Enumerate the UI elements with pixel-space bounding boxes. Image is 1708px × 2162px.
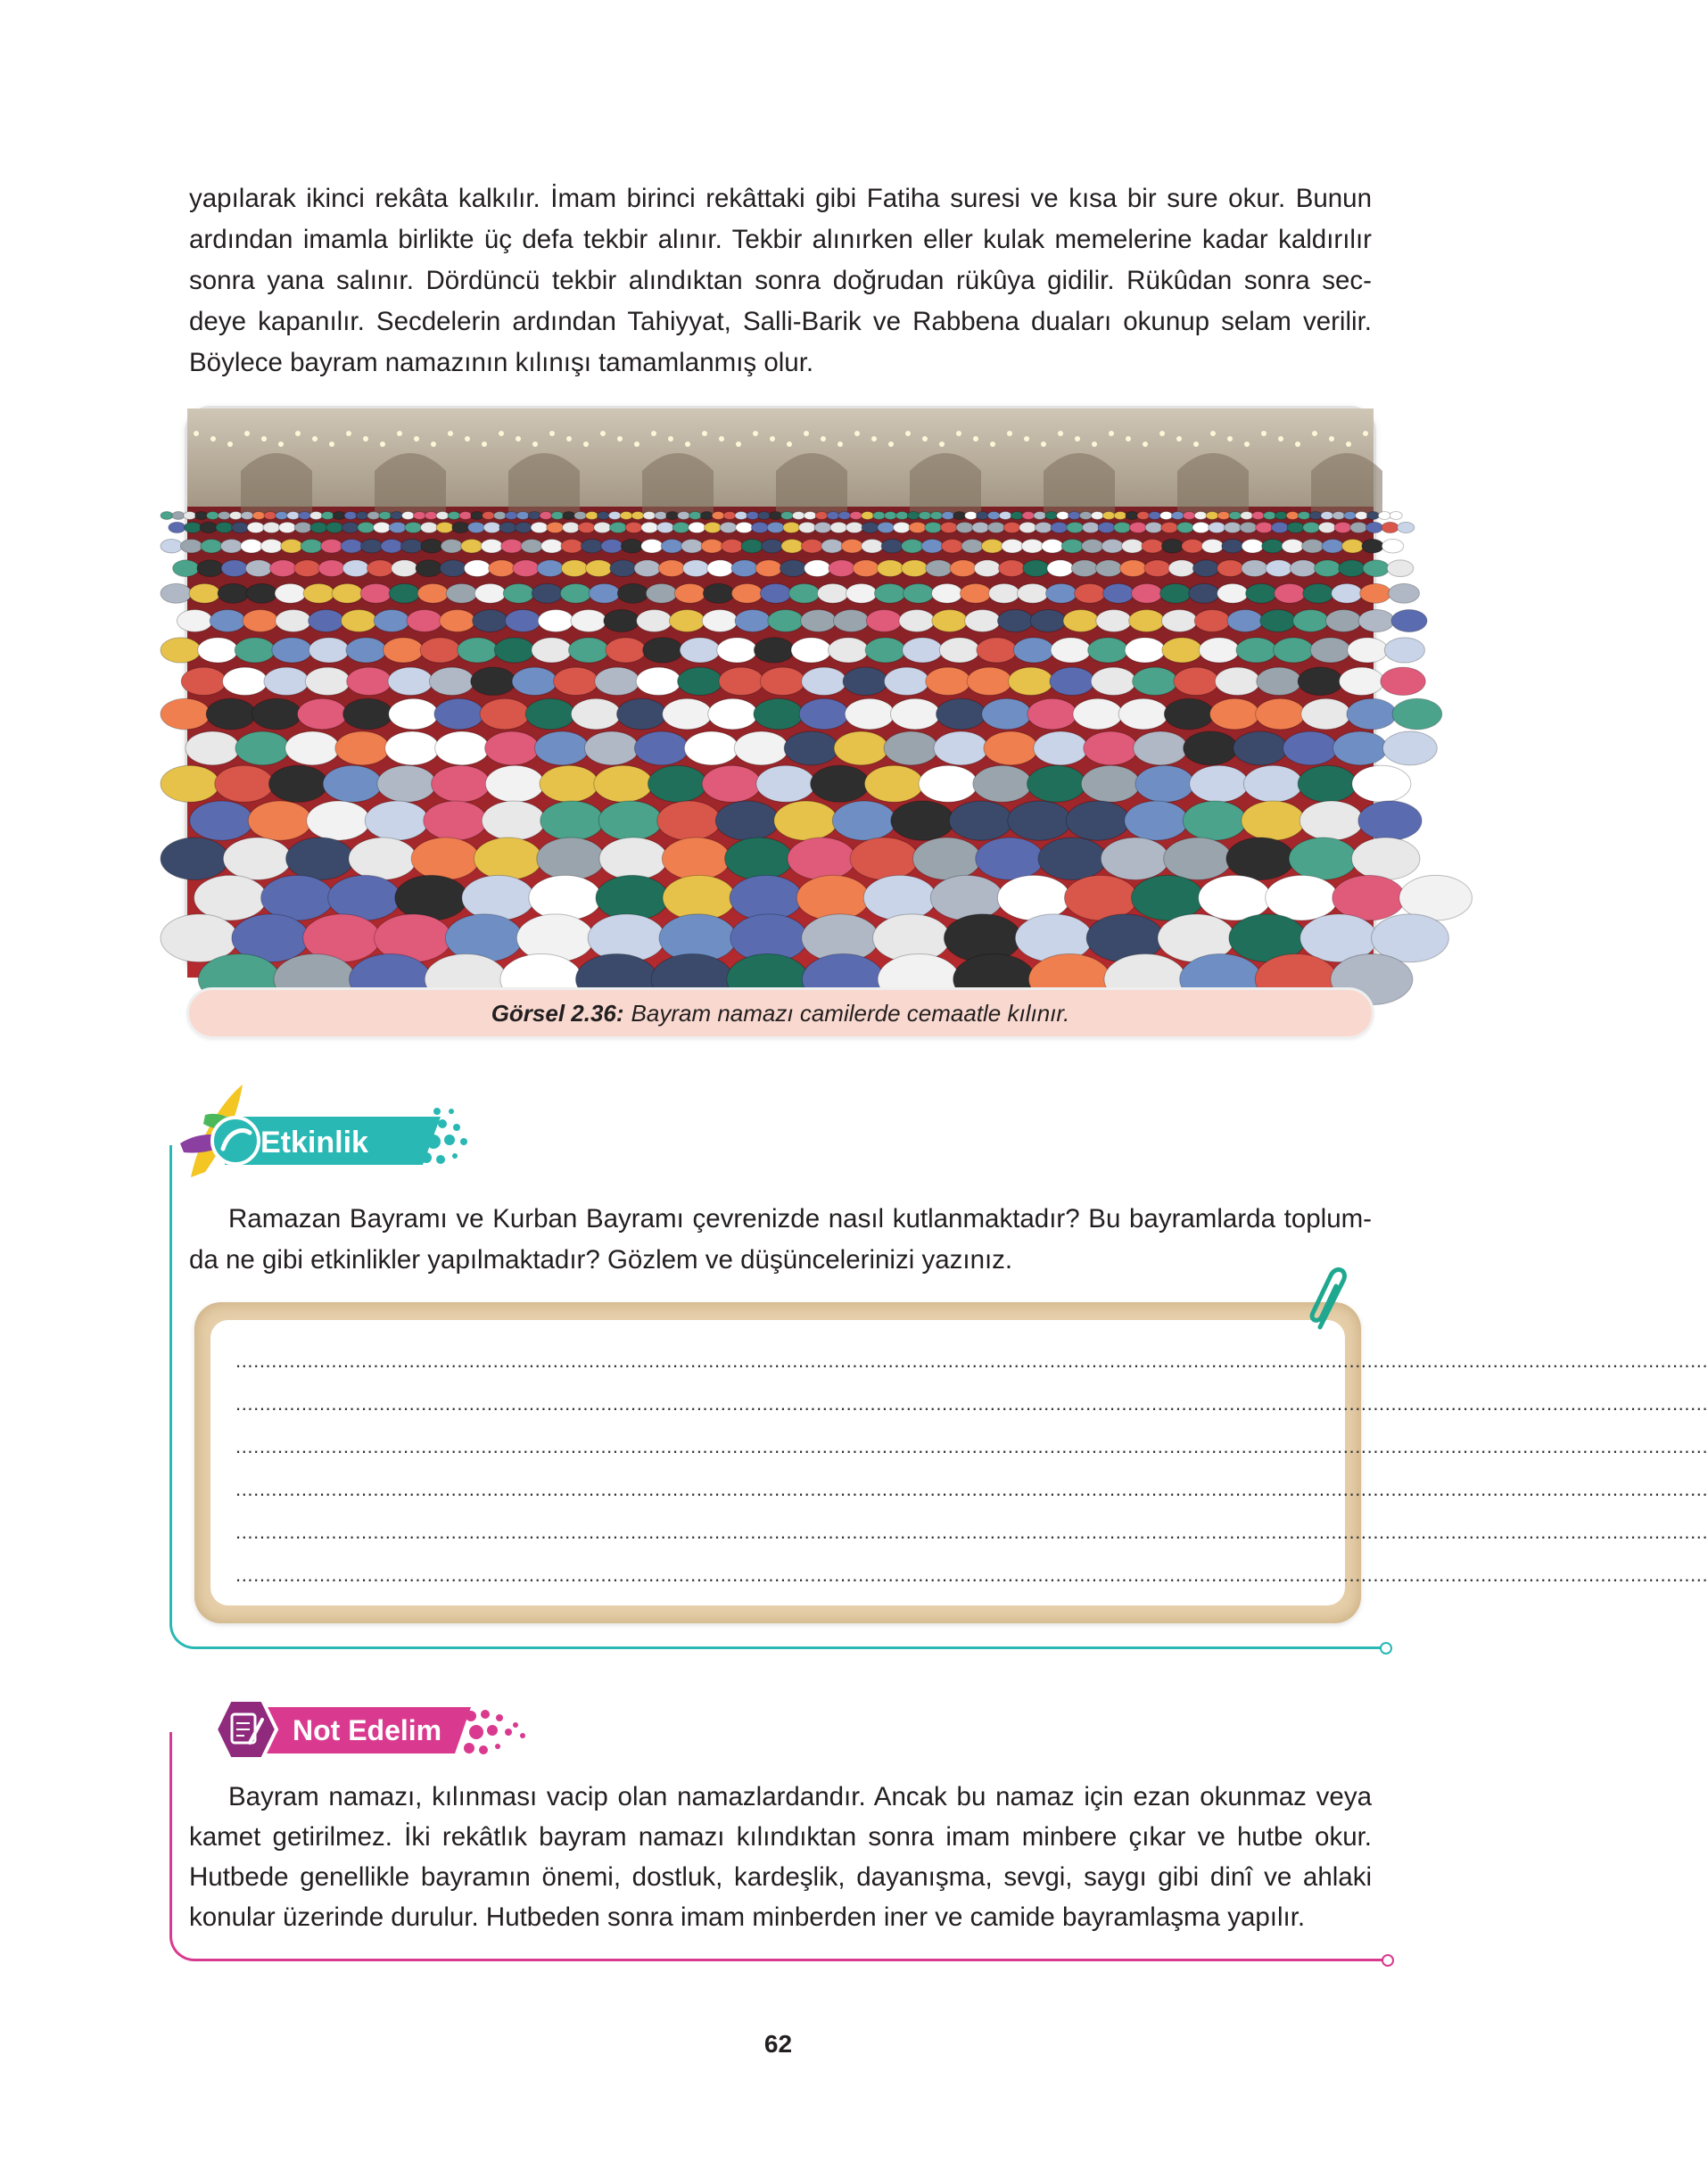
mosque-prayer-photo [187,408,1374,978]
page-number: 62 [763,2030,793,2058]
answer-line[interactable]: ...................................................................................................................................................................................................................................................... [235,1521,1708,1543]
etkinlik-prompt [189,1199,1372,1281]
prompt-line: Ramazan Bayramı ve Kurban Bayramı çevrenizde nasıl kutlanmaktadır? Bu bayramlarda toplum- [228,1204,1372,1234]
note-line: Hutbede genellikle bayramın önemi, dostluk, kardeşlik, dayanışma, sevgi, saygı gibi dinî ve ahlaki [189,1862,1372,1892]
note-line: Bayram namazı, kılınması vacip olan namazlardandır. Ancak bu namaz için ezan okunmaz veya [228,1782,1372,1811]
etkinlik-badge-label: Etkinlik [260,1126,368,1159]
figure-label: Görsel 2.36: [491,999,624,1027]
not-edelim-badge-graphic [203,1689,542,1770]
note-line: kamet getirilmez. İki rekâtlık bayram namazı kılındıktan sonra imam minbere çıkar ve hutbe okur. [189,1822,1372,1852]
answer-paper [194,1302,1708,1623]
answer-line[interactable]: ...................................................................................................................................................................................................................................................... [235,1435,1708,1457]
intro-line: Böylece bayram namazının kılınışı tamamlanmış olur. [189,348,814,377]
mosque-arches [241,453,1382,516]
intro-line: yapılarak ikinci rekâta kalkılır. İmam birinci rekâttaki gibi Fatiha suresi ve kısa bir sure okur. Bunun [189,184,1372,213]
prompt-line: da ne gibi etkinlikler yapılmaktadır? Gözlem ve düşüncelerinizi yazınız. [189,1245,1013,1275]
figure-caption-text: Bayram namazı camilerde cemaatle kılınır. [631,999,1070,1027]
answer-line[interactable]: ...................................................................................................................................................................................................................................................... [235,1392,1708,1415]
not-edelim-badge-label: Not Edelim [293,1714,442,1746]
intro-line: ardından imamla birlikte üç defa tekbir alınır. Tekbir alınırken eller kulak memelerine kadar kaldırılır [189,225,1372,254]
paperclip-icon [1304,1265,1357,1341]
not-edelim-text [189,1777,1372,1937]
answer-line[interactable]: ...................................................................................................................................................................................................................................................... [235,1564,1708,1586]
intro-line: deye kapanılır. Secdelerin ardından Tahiyyat, Salli-Barik ve Rabbena duaları okunup selam verilir. [189,307,1372,336]
badge-circle [212,1118,259,1164]
intro-line: sonra yana salınır. Dördüncü tekbir alındıktan sonra doğrudan rükûya gidilir. Rükûdan sonra sec- [189,266,1372,295]
etkinlik-badge-graphic [173,1079,476,1195]
frame-end-dot [1382,1954,1394,1967]
answer-line[interactable]: ...................................................................................................................................................................................................................................................... [235,1349,1708,1372]
frame-end-dot [1380,1642,1392,1655]
intro-paragraph [189,178,1372,384]
decor-dots-icon [464,1710,525,1754]
figure-caption [189,990,1372,1036]
answer-line[interactable]: ...................................................................................................................................................................................................................................................... [235,1478,1708,1500]
note-line: konular üzerinde durulur. Hutbeden sonra imam minberden iner ve camide bayramlaşma yapılır. [189,1902,1306,1932]
not-edelim-badge [203,1689,542,1774]
answer-area[interactable] [210,1320,1708,1605]
etkinlik-badge [173,1079,476,1200]
photo-illustration [187,408,1374,978]
